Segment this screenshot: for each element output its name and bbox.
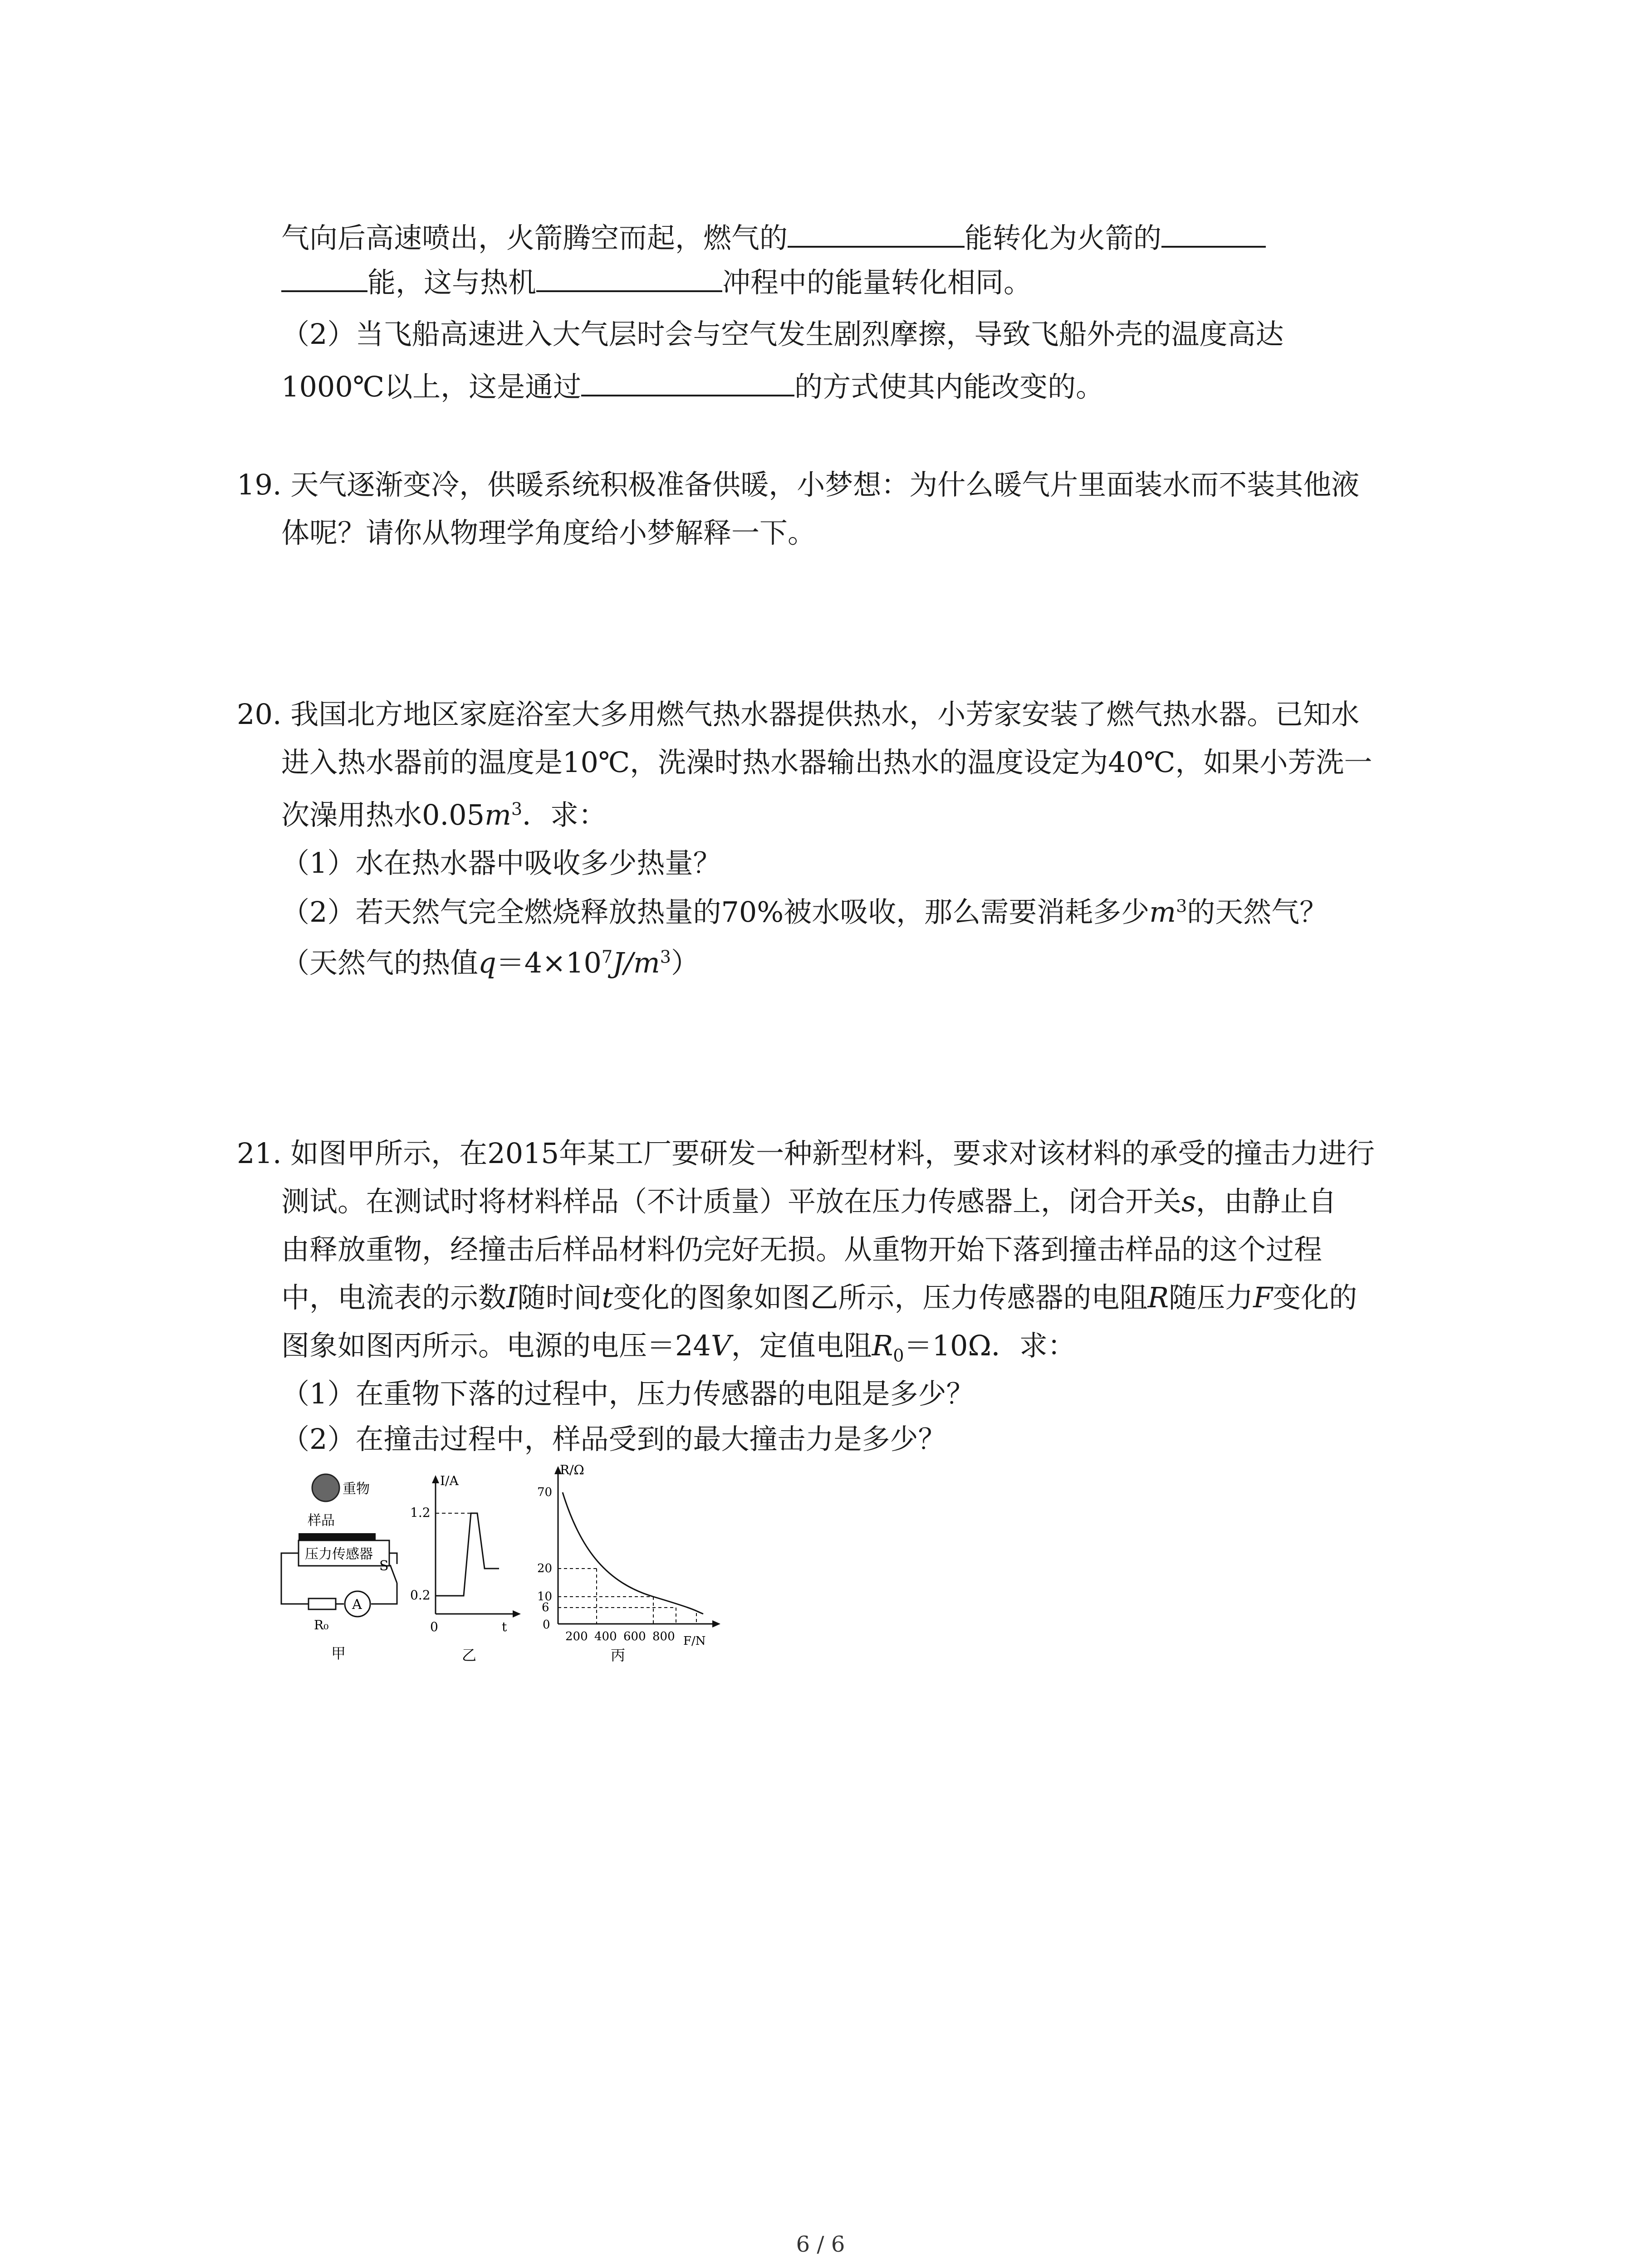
q18-line-1: 气向后高速喷出，火箭腾空而起，燃气的 能转化为火箭的 (281, 218, 1266, 259)
weight-ball (312, 1474, 339, 1501)
q21-line-1: 21. 如图甲所示，在2015年某工厂要研发一种新型材料，要求对该材料的承受的撞击力进行 (237, 1137, 1375, 1170)
caption-yi: 乙 (462, 1647, 477, 1664)
q21-line-2: 测试。在测试时将材料样品（不计质量）平放在压力传感器上，闭合开关s，由静止自 (281, 1185, 1337, 1218)
x-axis-label: t (502, 1619, 507, 1634)
current-curve (436, 1513, 499, 1596)
q18-blank-3[interactable] (536, 263, 722, 292)
caption-bing: 丙 (611, 1647, 626, 1664)
resistance-curve (563, 1492, 703, 1614)
figure-jia-circuit (272, 1470, 408, 1669)
q18-blank-4[interactable] (581, 367, 794, 396)
weight-label: 重物 (343, 1481, 370, 1497)
x-tick-800: 800 (652, 1630, 675, 1643)
x-axis-arrow (712, 1620, 720, 1628)
y-tick-70: 70 (537, 1486, 553, 1499)
figure-bing-resistance-graph (531, 1461, 726, 1669)
q20-line-6: （天然气的热值$q=4\times 10^7J/m^3$） (281, 946, 699, 979)
q21-line-3: 由释放重物，经撞击后样品材料仍完好无损。从重物开始下落到撞击样品的这个过程 (281, 1233, 1323, 1266)
tick-low: 0.2 (410, 1588, 431, 1603)
q21-line-6: （1）在重物下落的过程中，压力传感器的电阻是多少？ (281, 1377, 975, 1410)
sample-label: 样品 (308, 1513, 335, 1529)
sensor-label: 压力传感器 (305, 1546, 373, 1562)
sample-block (299, 1533, 376, 1540)
y-tick-10: 10 (537, 1590, 553, 1603)
q19-line-1: 19. 天气逐渐变冷，供暖系统积极准备供暖，小梦想：为什么暖气片里面装水而不装其他液 (237, 468, 1360, 501)
origin-label: 0 (430, 1619, 438, 1634)
q20-line-1: 20. 我国北方地区家庭浴室大多用燃气热水器提供热水，小芳家安装了燃气热水器。已知水 (237, 698, 1360, 731)
q18-blank-2b[interactable] (281, 263, 367, 292)
x-tick-400: 400 (594, 1630, 617, 1643)
resistor-r0 (309, 1598, 336, 1609)
q21-line-5: 图象如图丙所示。电源的电压＝24V，定值电阻$R_0=10\Omega$．求： (281, 1329, 1076, 1366)
switch-label: S (379, 1558, 389, 1574)
x-tick-200: 200 (565, 1630, 588, 1643)
q18-blank-1[interactable] (788, 219, 965, 248)
y-axis-label: I/A (440, 1473, 459, 1488)
q20-line-4: （1）水在热水器中吸收多少热量？ (281, 846, 721, 880)
y-tick-20: 20 (537, 1562, 553, 1575)
figure-yi-current-graph (408, 1470, 526, 1669)
y-tick-6: 6 (542, 1601, 549, 1614)
resistor-label: R₀ (314, 1618, 329, 1633)
y-axis-label: R/Ω (560, 1462, 584, 1477)
caption-jia: 甲 (331, 1645, 346, 1662)
q18-line-3: （2）当飞船高速进入大气层时会与空气发生剧烈摩擦，导致飞船外壳的温度高达 (281, 318, 1284, 351)
x-axis-label: F/N (683, 1634, 706, 1648)
q20-line-2: 进入热水器前的温度是10℃，洗澡时热水器输出热水的温度设定为40℃，如果小芳洗一 (281, 746, 1372, 779)
origin-label: 0 (543, 1618, 550, 1632)
q21-line-7: （2）在撞击过程中，样品受到的最大撞击力是多少？ (281, 1422, 946, 1456)
tick-high: 1.2 (410, 1505, 431, 1520)
q18-line-2: 能，这与热机 冲程中的能量转化相同。 (281, 262, 1032, 303)
x-tick-600: 600 (623, 1630, 646, 1643)
q20-line-3: 次澡用热水$0.05m^3$．求： (281, 798, 607, 831)
q20-line-5: （2）若天然气完全燃烧释放热量的70%被水吸收，那么需要消耗多少$m^3$的天然气？ (281, 895, 1328, 929)
q19-line-2: 体呢？请你从物理学角度给小梦解释一下。 (281, 516, 816, 549)
x-axis-arrow (513, 1610, 521, 1618)
ammeter-label: A (352, 1597, 362, 1613)
y-axis-arrow (432, 1475, 439, 1483)
page-number: 6 / 6 (796, 2232, 845, 2257)
switch-blade (390, 1565, 397, 1583)
q18-blank-2a[interactable] (1161, 219, 1266, 248)
q18-line-4: 1000℃以上，这是通过 的方式使其内能改变的。 (281, 367, 1104, 407)
q21-line-4: 中，电流表的示数I随时间t变化的图象如图乙所示，压力传感器的电阻R随压力F变化的 (281, 1281, 1357, 1314)
